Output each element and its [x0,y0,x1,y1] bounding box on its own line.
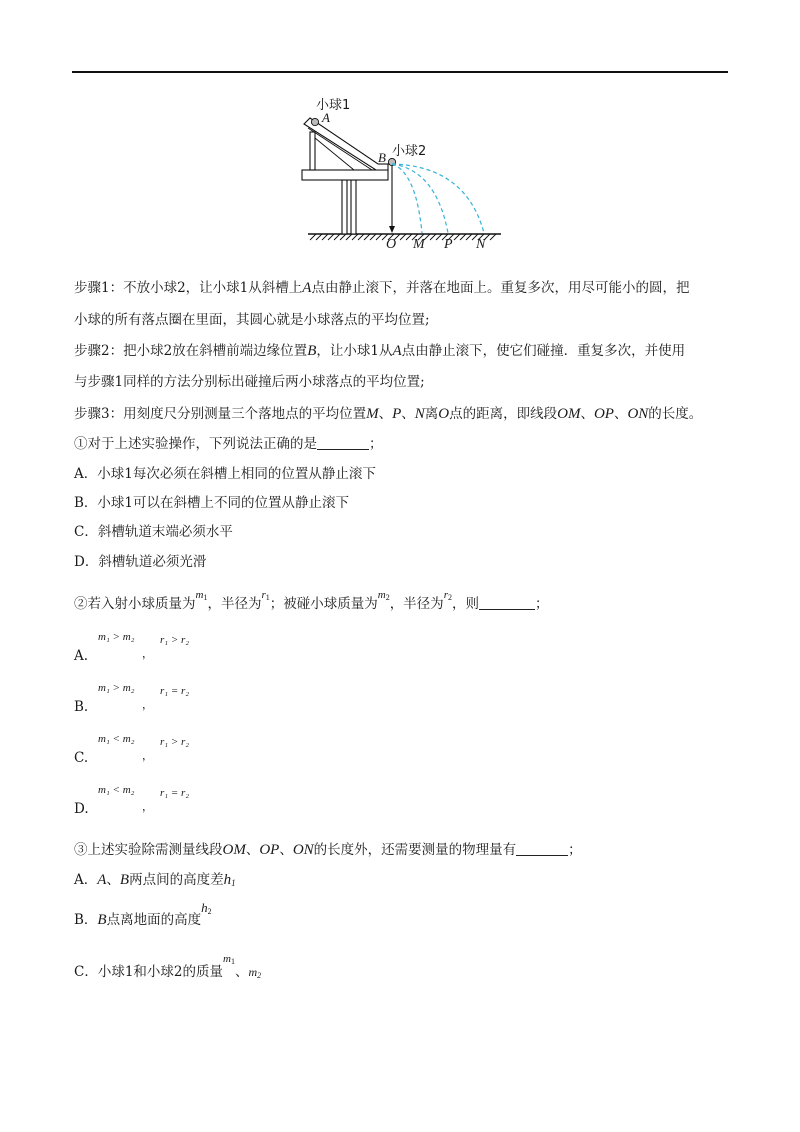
q2-option-b-comma: ， [142,699,153,711]
step1-line2 [74,310,430,330]
q2-stem-a: ②若入射小球质量为 [74,596,196,612]
q3-opt-a-h1: $h_1$ [223,872,236,888]
q3-om: OM [222,842,246,858]
step2-line2 [74,372,425,392]
q2-option-d-radius: r₁ = r₂ [160,787,190,799]
step3-sep4: 、 [613,406,628,422]
step3-p: P [392,406,402,422]
q1-option-b: B．小球1可以在斜槽上不同的位置从静止滚下 [74,495,350,511]
q3-sep2: 、 [279,842,293,858]
q3-opt-b-text: 点离地面的高度 [106,912,202,928]
step1-text-c: 小球的所有落点圈在里面，其圆心就是小球落点的平均位置; [74,312,430,328]
q2-stem-e: ，则 [451,596,479,612]
step3-m: M [366,406,379,422]
step3-line [74,404,702,424]
step3-sep1: 、 [378,406,393,422]
step3-om: OM [557,406,581,422]
q2-stem-b: ，半径为 [207,596,262,612]
q2-option-a-comma: ， [142,648,153,660]
q2-stem-d: ，半径为 [389,596,444,612]
q2-option-c-comma: ， [142,750,153,762]
q1-answer-blank [317,435,369,450]
q3-opt-b-h2: $h_2$ [201,900,212,916]
q3-opt-b-letter: B． [74,912,98,928]
step3-n: N [414,406,425,422]
q2-option-a-letter: A. [74,648,89,664]
step2-point-a: A [392,343,402,359]
q3-sep1: 、 [245,842,260,858]
q3-opt-c-sep: 、 [234,964,249,980]
top-rule [72,71,728,73]
q2-r1: r1 [261,589,270,602]
step2-text-c: 点由静止滚下，使它们碰撞．重复多次，并使用 [401,343,686,359]
q3-option-a [74,870,236,893]
ground-label-o: O [386,237,397,252]
q1-option-a: A．小球1每次必须在斜槽上相同的位置从静止滚下 [74,466,376,482]
q1-stem-text: ①对于上述实验操作，下列说法正确的是 [74,436,317,452]
q3-op: OP [259,842,280,858]
step3-text-a: 步骤3：用刻度尺分别测量三个落地点的平均位置 [74,406,367,422]
q3-opt-c-text: C．小球1和小球2的质量 [74,964,224,980]
step1-text-b: 点由静止滚下，并落在地面上。重复多次，用尽可能小的圆，把 [311,280,690,296]
step2-text-b: ，让小球1从 [316,343,393,359]
q2-option-d-comma: ， [142,801,153,813]
q2-option-a-mass: m₁ > m₂ [98,631,135,643]
ball2-label: 小球2 [392,144,427,159]
ball1-label: 小球1 [316,98,351,113]
q3-stem-end: ； [568,842,582,858]
q1-stem-end: ； [369,436,383,452]
q2-r2: r2 [443,589,452,602]
q2-m2: m2 [377,589,390,602]
q1-stem [74,434,383,454]
ground-label-n: N [476,237,486,252]
q3-opt-a-sep: 、 [106,872,120,888]
q3-stem [74,840,582,860]
q3-opt-a-letter: A． [74,872,98,888]
point-b-label: B [378,150,386,165]
q3-opt-a-point-a: A [97,872,107,888]
q2-option-c-mass: m₁ < m₂ [98,733,135,745]
step1-text-a: 步骤1：不放小球2，让小球1从斜槽上 [74,280,303,296]
step1-point-a: A [302,280,312,296]
q3-stem-b: 的长度外，还需要测量的物理量有 [313,842,517,858]
q2-option-d-mass: m₁ < m₂ [98,784,135,796]
step3-text-d: 的长度。 [648,406,703,422]
ground-label-m: M [413,237,425,252]
step3-sep2: 、 [401,406,415,422]
step3-op: OP [593,406,614,422]
q3-opt-b-point-b: B [97,912,107,928]
step3-text-c: 点的距离，即线段 [449,406,558,422]
step3-sep3: 、 [580,406,594,422]
q1-option-d: D．斜槽轨道必须光滑 [74,554,207,570]
q3-opt-a-point-b: B [119,872,130,888]
step3-text-b: 离 [424,406,439,422]
q2-option-b-radius: r₁ = r₂ [160,685,190,697]
point-a-label: A [322,110,330,125]
q3-opt-a-text: 两点间的高度差 [129,872,224,888]
q3-option-b [74,900,212,934]
q3-opt-c-m1: m1 [223,953,235,966]
q2-option-c-letter: C. [74,750,89,766]
step3-o: O [438,406,450,422]
q3-on: ON [292,842,314,858]
q2-option-c-radius: r₁ > r₂ [160,736,190,748]
q3-option-c [74,953,262,986]
q1-option-c: C．斜槽轨道末端必须水平 [74,524,233,540]
q2-m1: m1 [195,589,208,602]
q2-option-a-radius: r₁ > r₂ [160,634,190,646]
q2-stem-end: ； [534,596,549,612]
q2-stem [74,589,549,618]
q2-stem-c: ；被碰小球质量为 [269,596,378,612]
q2-option-d-letter: D. [74,801,89,817]
step2-text-a: 步骤2：把小球2放在斜槽前端边缘位置 [74,343,308,359]
q2-answer-blank [479,595,535,610]
step3-on: ON [627,406,649,422]
q2-option-b-letter: B. [74,699,89,715]
q3-stem-a: ③上述实验除需测量线段 [74,842,223,858]
step2-line1 [74,341,685,361]
q2-option-b-mass: m₁ > m₂ [98,682,135,694]
step2-text-d: 与步骤1同样的方法分别标出碰撞后两小球落点的平均位置; [74,374,425,390]
step2-point-b: B [307,343,317,359]
ground-label-p: P [444,237,453,252]
q3-opt-c-m2: $m_2$ [248,965,262,980]
experiment-diagram [296,92,506,252]
step1-line1 [74,278,689,298]
q3-answer-blank [516,841,568,856]
